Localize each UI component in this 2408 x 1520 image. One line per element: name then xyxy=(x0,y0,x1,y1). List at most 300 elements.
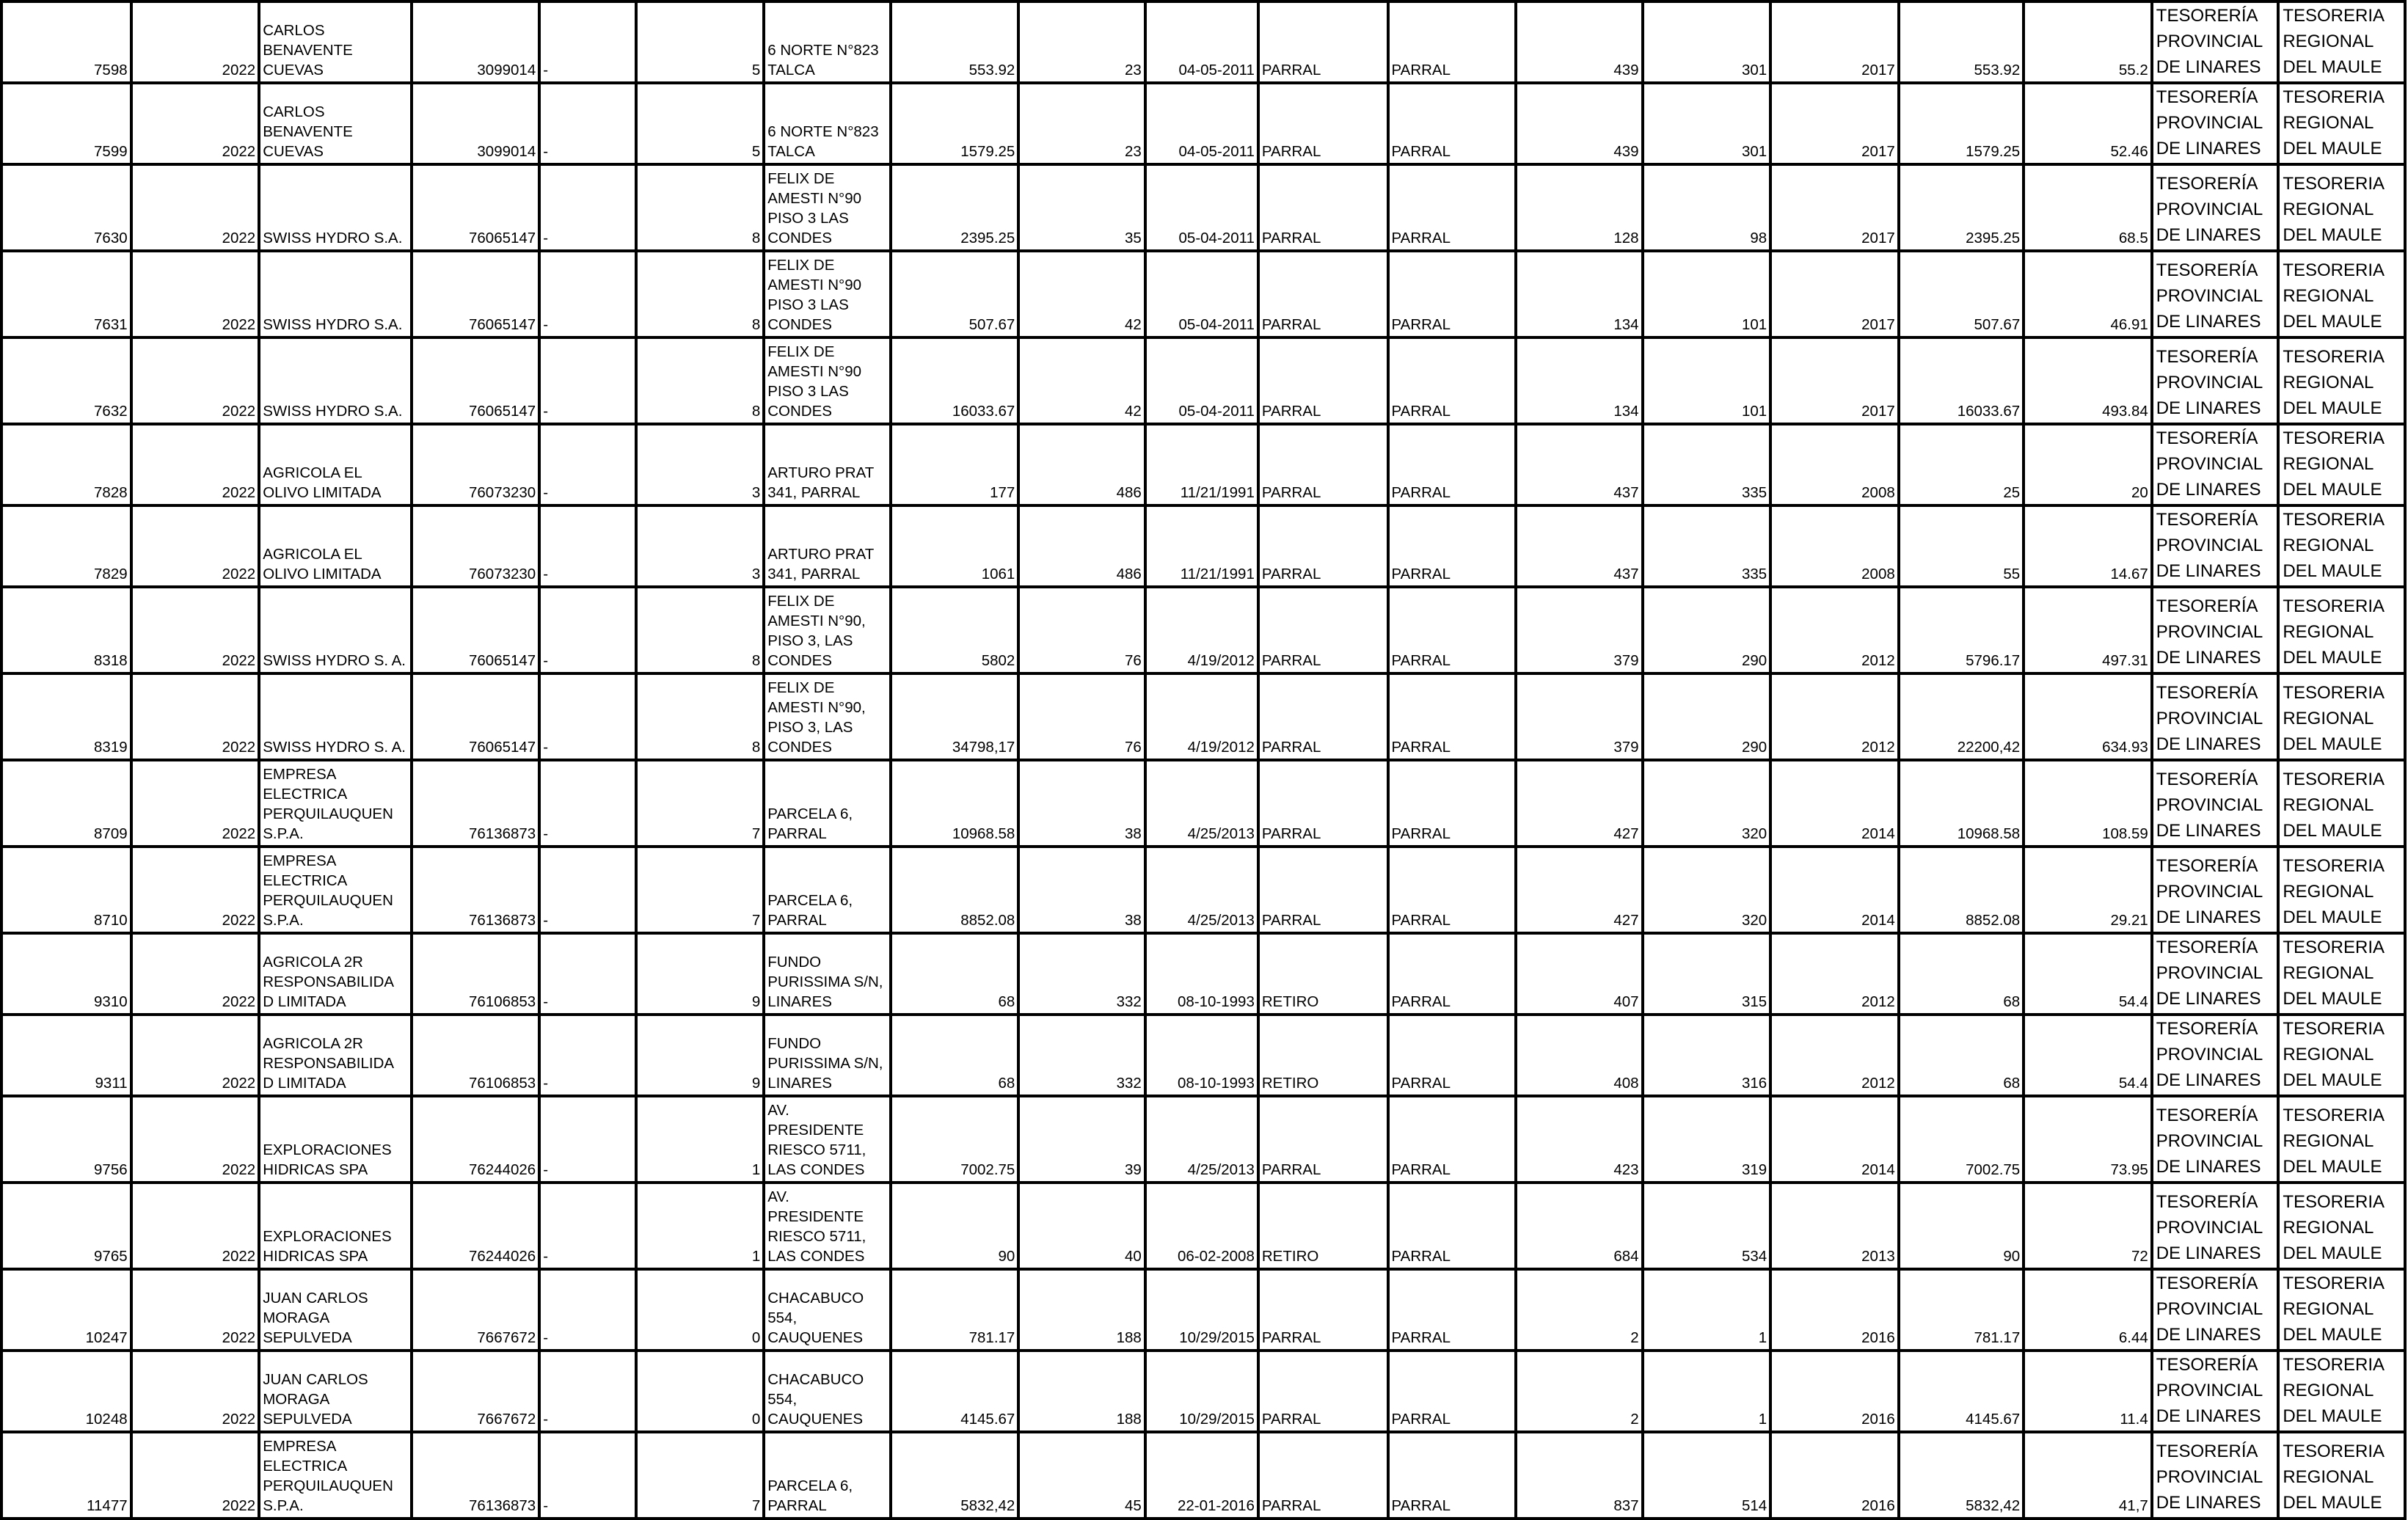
cell-id[interactable]: 7632 xyxy=(1,337,131,424)
cell-commune[interactable]: PARRAL xyxy=(1258,424,1388,505)
cell-date[interactable]: 4/19/2012 xyxy=(1145,587,1258,673)
cell-address[interactable]: CHACABUCO 554, CAUQUENES xyxy=(764,1351,891,1432)
cell-rut[interactable]: 76244026 xyxy=(412,1183,540,1269)
cell-amount-b[interactable]: 2395.25 xyxy=(1899,164,2024,251)
cell-number-b[interactable]: 301 xyxy=(1643,1,1771,83)
cell-quantity[interactable]: 45 xyxy=(1018,1432,1145,1519)
cell-address[interactable]: ARTURO PRAT 341, PARRAL xyxy=(764,505,891,587)
cell-year[interactable]: 2022 xyxy=(131,424,260,505)
cell-number-b[interactable]: 301 xyxy=(1643,83,1771,164)
cell-number-b[interactable]: 101 xyxy=(1643,337,1771,424)
cell-regional-office[interactable]: TESORERIA REGIONAL DEL MAULE xyxy=(2278,1,2405,83)
cell-quantity[interactable]: 332 xyxy=(1018,1015,1145,1096)
cell-year[interactable]: 2022 xyxy=(131,1015,260,1096)
cell-rut-separator[interactable]: - xyxy=(539,1015,635,1096)
cell-registry-year[interactable]: 2014 xyxy=(1770,847,1899,933)
cell-province-commune[interactable]: PARRAL xyxy=(1388,1183,1517,1269)
cell-year[interactable]: 2022 xyxy=(131,760,260,847)
cell-rut[interactable]: 76106853 xyxy=(412,933,540,1015)
cell-value[interactable]: 54.4 xyxy=(2024,933,2152,1015)
cell-number-b[interactable]: 335 xyxy=(1643,505,1771,587)
cell-commune[interactable]: RETIRO xyxy=(1258,1015,1388,1096)
cell-rut-separator[interactable]: - xyxy=(539,505,635,587)
cell-registry-year[interactable]: 2012 xyxy=(1770,933,1899,1015)
cell-commune[interactable]: PARRAL xyxy=(1258,251,1388,337)
cell-check-digit[interactable]: 8 xyxy=(636,337,765,424)
cell-number-b[interactable]: 514 xyxy=(1643,1432,1771,1519)
cell-number-a[interactable]: 407 xyxy=(1516,933,1643,1015)
cell-number-b[interactable]: 320 xyxy=(1643,760,1771,847)
cell-value[interactable]: 54.4 xyxy=(2024,1015,2152,1096)
cell-value[interactable]: 29.21 xyxy=(2024,847,2152,933)
cell-rut[interactable]: 7667672 xyxy=(412,1351,540,1432)
cell-commune[interactable]: PARRAL xyxy=(1258,587,1388,673)
cell-value[interactable]: 52.46 xyxy=(2024,83,2152,164)
cell-number-a[interactable]: 408 xyxy=(1516,1015,1643,1096)
cell-date[interactable]: 22-01-2016 xyxy=(1145,1432,1258,1519)
cell-check-digit[interactable]: 9 xyxy=(636,933,765,1015)
cell-rut-separator[interactable]: - xyxy=(539,1432,635,1519)
cell-id[interactable]: 8318 xyxy=(1,587,131,673)
cell-value[interactable]: 73.95 xyxy=(2024,1096,2152,1183)
cell-commune[interactable]: PARRAL xyxy=(1258,1096,1388,1183)
cell-registry-year[interactable]: 2017 xyxy=(1770,1,1899,83)
cell-holder-name[interactable]: EMPRESA ELECTRICA PERQUILAUQUEN S.P.A. xyxy=(259,1432,411,1519)
cell-value[interactable]: 68.5 xyxy=(2024,164,2152,251)
cell-amount[interactable]: 553.92 xyxy=(891,1,1019,83)
cell-registry-year[interactable]: 2012 xyxy=(1770,673,1899,760)
cell-registry-year[interactable]: 2017 xyxy=(1770,251,1899,337)
cell-province-commune[interactable]: PARRAL xyxy=(1388,847,1517,933)
cell-id[interactable]: 11477 xyxy=(1,1432,131,1519)
cell-number-a[interactable]: 437 xyxy=(1516,424,1643,505)
cell-year[interactable]: 2022 xyxy=(131,847,260,933)
cell-date[interactable]: 4/25/2013 xyxy=(1145,847,1258,933)
cell-quantity[interactable]: 188 xyxy=(1018,1269,1145,1351)
cell-date[interactable]: 05-04-2011 xyxy=(1145,251,1258,337)
cell-rut[interactable]: 76073230 xyxy=(412,505,540,587)
cell-provincial-office[interactable]: TESORERÍA PROVINCIAL DE LINARES xyxy=(2152,933,2279,1015)
cell-registry-year[interactable]: 2014 xyxy=(1770,760,1899,847)
cell-number-b[interactable]: 290 xyxy=(1643,673,1771,760)
cell-provincial-office[interactable]: TESORERÍA PROVINCIAL DE LINARES xyxy=(2152,337,2279,424)
cell-year[interactable]: 2022 xyxy=(131,933,260,1015)
cell-amount-b[interactable]: 553.92 xyxy=(1899,1,2024,83)
cell-regional-office[interactable]: TESORERIA REGIONAL DEL MAULE xyxy=(2278,164,2405,251)
cell-value[interactable]: 493.84 xyxy=(2024,337,2152,424)
cell-number-b[interactable]: 534 xyxy=(1643,1183,1771,1269)
cell-check-digit[interactable]: 8 xyxy=(636,164,765,251)
cell-rut[interactable]: 76073230 xyxy=(412,424,540,505)
cell-check-digit[interactable]: 1 xyxy=(636,1096,765,1183)
cell-rut[interactable]: 76136873 xyxy=(412,760,540,847)
cell-amount[interactable]: 90 xyxy=(891,1183,1019,1269)
cell-amount-b[interactable]: 25 xyxy=(1899,424,2024,505)
cell-regional-office[interactable]: TESORERIA REGIONAL DEL MAULE xyxy=(2278,847,2405,933)
cell-value[interactable]: 41,7 xyxy=(2024,1432,2152,1519)
cell-amount[interactable]: 5802 xyxy=(891,587,1019,673)
cell-address[interactable]: PARCELA 6, PARRAL xyxy=(764,760,891,847)
cell-address[interactable]: ARTURO PRAT 341, PARRAL xyxy=(764,424,891,505)
cell-quantity[interactable]: 38 xyxy=(1018,760,1145,847)
cell-amount[interactable]: 507.67 xyxy=(891,251,1019,337)
cell-number-a[interactable]: 437 xyxy=(1516,505,1643,587)
cell-value[interactable]: 46.91 xyxy=(2024,251,2152,337)
cell-amount[interactable]: 781.17 xyxy=(891,1269,1019,1351)
cell-number-b[interactable]: 320 xyxy=(1643,847,1771,933)
cell-amount[interactable]: 68 xyxy=(891,1015,1019,1096)
cell-number-a[interactable]: 128 xyxy=(1516,164,1643,251)
cell-amount[interactable]: 68 xyxy=(891,933,1019,1015)
cell-value[interactable]: 14.67 xyxy=(2024,505,2152,587)
cell-quantity[interactable]: 35 xyxy=(1018,164,1145,251)
cell-province-commune[interactable]: PARRAL xyxy=(1388,1351,1517,1432)
cell-provincial-office[interactable]: TESORERÍA PROVINCIAL DE LINARES xyxy=(2152,1269,2279,1351)
cell-amount[interactable]: 8852.08 xyxy=(891,847,1019,933)
cell-amount[interactable]: 2395.25 xyxy=(891,164,1019,251)
cell-holder-name[interactable]: AGRICOLA EL OLIVO LIMITADA xyxy=(259,505,411,587)
cell-number-b[interactable]: 316 xyxy=(1643,1015,1771,1096)
cell-id[interactable]: 9765 xyxy=(1,1183,131,1269)
cell-rut-separator[interactable]: - xyxy=(539,164,635,251)
cell-holder-name[interactable]: EMPRESA ELECTRICA PERQUILAUQUEN S.P.A. xyxy=(259,760,411,847)
cell-regional-office[interactable]: TESORERIA REGIONAL DEL MAULE xyxy=(2278,251,2405,337)
cell-id[interactable]: 9310 xyxy=(1,933,131,1015)
cell-number-b[interactable]: 98 xyxy=(1643,164,1771,251)
cell-registry-year[interactable]: 2016 xyxy=(1770,1432,1899,1519)
cell-quantity[interactable]: 42 xyxy=(1018,337,1145,424)
cell-commune[interactable]: PARRAL xyxy=(1258,673,1388,760)
cell-regional-office[interactable]: TESORERIA REGIONAL DEL MAULE xyxy=(2278,337,2405,424)
cell-provincial-office[interactable]: TESORERÍA PROVINCIAL DE LINARES xyxy=(2152,1015,2279,1096)
cell-number-a[interactable]: 2 xyxy=(1516,1351,1643,1432)
cell-date[interactable]: 05-04-2011 xyxy=(1145,337,1258,424)
cell-number-a[interactable]: 427 xyxy=(1516,760,1643,847)
cell-registry-year[interactable]: 2012 xyxy=(1770,1015,1899,1096)
cell-quantity[interactable]: 486 xyxy=(1018,505,1145,587)
cell-check-digit[interactable]: 1 xyxy=(636,1183,765,1269)
cell-amount-b[interactable]: 781.17 xyxy=(1899,1269,2024,1351)
cell-amount-b[interactable]: 8852.08 xyxy=(1899,847,2024,933)
cell-date[interactable]: 4/25/2013 xyxy=(1145,760,1258,847)
cell-year[interactable]: 2022 xyxy=(131,1183,260,1269)
cell-quantity[interactable]: 76 xyxy=(1018,587,1145,673)
cell-check-digit[interactable]: 5 xyxy=(636,1,765,83)
cell-amount-b[interactable]: 1579.25 xyxy=(1899,83,2024,164)
cell-id[interactable]: 9311 xyxy=(1,1015,131,1096)
cell-regional-office[interactable]: TESORERIA REGIONAL DEL MAULE xyxy=(2278,1432,2405,1519)
cell-id[interactable]: 7829 xyxy=(1,505,131,587)
cell-commune[interactable]: PARRAL xyxy=(1258,337,1388,424)
cell-address[interactable]: AV. PRESIDENTE RIESCO 5711, LAS CONDES xyxy=(764,1096,891,1183)
cell-year[interactable]: 2022 xyxy=(131,1269,260,1351)
cell-id[interactable]: 7599 xyxy=(1,83,131,164)
cell-amount-b[interactable]: 68 xyxy=(1899,933,2024,1015)
cell-value[interactable]: 20 xyxy=(2024,424,2152,505)
cell-year[interactable]: 2022 xyxy=(131,251,260,337)
cell-number-b[interactable]: 1 xyxy=(1643,1269,1771,1351)
cell-rut[interactable]: 76106853 xyxy=(412,1015,540,1096)
cell-date[interactable]: 05-04-2011 xyxy=(1145,164,1258,251)
cell-province-commune[interactable]: PARRAL xyxy=(1388,424,1517,505)
cell-amount[interactable]: 1579.25 xyxy=(891,83,1019,164)
cell-province-commune[interactable]: PARRAL xyxy=(1388,337,1517,424)
cell-province-commune[interactable]: PARRAL xyxy=(1388,1096,1517,1183)
cell-provincial-office[interactable]: TESORERÍA PROVINCIAL DE LINARES xyxy=(2152,760,2279,847)
cell-check-digit[interactable]: 7 xyxy=(636,1432,765,1519)
cell-rut[interactable]: 76136873 xyxy=(412,1432,540,1519)
cell-amount-b[interactable]: 90 xyxy=(1899,1183,2024,1269)
cell-rut-separator[interactable]: - xyxy=(539,1351,635,1432)
cell-holder-name[interactable]: CARLOS BENAVENTE CUEVAS xyxy=(259,1,411,83)
cell-regional-office[interactable]: TESORERIA REGIONAL DEL MAULE xyxy=(2278,933,2405,1015)
cell-check-digit[interactable]: 8 xyxy=(636,251,765,337)
cell-year[interactable]: 2022 xyxy=(131,83,260,164)
cell-holder-name[interactable]: SWISS HYDRO S.A. xyxy=(259,337,411,424)
cell-check-digit[interactable]: 3 xyxy=(636,424,765,505)
cell-amount[interactable]: 177 xyxy=(891,424,1019,505)
cell-quantity[interactable]: 39 xyxy=(1018,1096,1145,1183)
cell-check-digit[interactable]: 5 xyxy=(636,83,765,164)
cell-rut-separator[interactable]: - xyxy=(539,1183,635,1269)
cell-id[interactable]: 7631 xyxy=(1,251,131,337)
cell-id[interactable]: 8709 xyxy=(1,760,131,847)
cell-year[interactable]: 2022 xyxy=(131,673,260,760)
cell-rut-separator[interactable]: - xyxy=(539,587,635,673)
cell-registry-year[interactable]: 2017 xyxy=(1770,337,1899,424)
cell-date[interactable]: 11/21/1991 xyxy=(1145,424,1258,505)
cell-registry-year[interactable]: 2016 xyxy=(1770,1351,1899,1432)
cell-commune[interactable]: PARRAL xyxy=(1258,760,1388,847)
cell-registry-year[interactable]: 2008 xyxy=(1770,505,1899,587)
cell-amount-b[interactable]: 22200,42 xyxy=(1899,673,2024,760)
cell-address[interactable]: FELIX DE AMESTI N°90 PISO 3 LAS CONDES xyxy=(764,164,891,251)
cell-check-digit[interactable]: 0 xyxy=(636,1351,765,1432)
cell-rut[interactable]: 76136873 xyxy=(412,847,540,933)
cell-provincial-office[interactable]: TESORERÍA PROVINCIAL DE LINARES xyxy=(2152,424,2279,505)
cell-regional-office[interactable]: TESORERIA REGIONAL DEL MAULE xyxy=(2278,760,2405,847)
cell-province-commune[interactable]: PARRAL xyxy=(1388,1269,1517,1351)
cell-id[interactable]: 10248 xyxy=(1,1351,131,1432)
cell-province-commune[interactable]: PARRAL xyxy=(1388,505,1517,587)
cell-value[interactable]: 55.2 xyxy=(2024,1,2152,83)
cell-check-digit[interactable]: 3 xyxy=(636,505,765,587)
cell-amount-b[interactable]: 5796.17 xyxy=(1899,587,2024,673)
cell-number-a[interactable]: 439 xyxy=(1516,83,1643,164)
cell-registry-year[interactable]: 2013 xyxy=(1770,1183,1899,1269)
cell-number-a[interactable]: 684 xyxy=(1516,1183,1643,1269)
cell-rut-separator[interactable]: - xyxy=(539,760,635,847)
cell-rut[interactable]: 76065147 xyxy=(412,337,540,424)
cell-date[interactable]: 4/25/2013 xyxy=(1145,1096,1258,1183)
cell-commune[interactable]: PARRAL xyxy=(1258,83,1388,164)
cell-rut-separator[interactable]: - xyxy=(539,1269,635,1351)
cell-value[interactable]: 6.44 xyxy=(2024,1269,2152,1351)
cell-check-digit[interactable]: 8 xyxy=(636,587,765,673)
cell-number-a[interactable]: 423 xyxy=(1516,1096,1643,1183)
cell-province-commune[interactable]: PARRAL xyxy=(1388,933,1517,1015)
cell-rut-separator[interactable]: - xyxy=(539,83,635,164)
cell-year[interactable]: 2022 xyxy=(131,1351,260,1432)
cell-number-b[interactable]: 315 xyxy=(1643,933,1771,1015)
cell-province-commune[interactable]: PARRAL xyxy=(1388,1,1517,83)
cell-year[interactable]: 2022 xyxy=(131,164,260,251)
cell-regional-office[interactable]: TESORERIA REGIONAL DEL MAULE xyxy=(2278,1096,2405,1183)
cell-commune[interactable]: PARRAL xyxy=(1258,1,1388,83)
cell-regional-office[interactable]: TESORERIA REGIONAL DEL MAULE xyxy=(2278,673,2405,760)
cell-province-commune[interactable]: PARRAL xyxy=(1388,1015,1517,1096)
cell-date[interactable]: 04-05-2011 xyxy=(1145,1,1258,83)
cell-holder-name[interactable]: SWISS HYDRO S.A. xyxy=(259,164,411,251)
cell-number-a[interactable]: 379 xyxy=(1516,587,1643,673)
cell-number-b[interactable]: 1 xyxy=(1643,1351,1771,1432)
cell-id[interactable]: 7598 xyxy=(1,1,131,83)
cell-year[interactable]: 2022 xyxy=(131,587,260,673)
cell-registry-year[interactable]: 2016 xyxy=(1770,1269,1899,1351)
cell-commune[interactable]: PARRAL xyxy=(1258,1269,1388,1351)
cell-commune[interactable]: RETIRO xyxy=(1258,1183,1388,1269)
cell-rut-separator[interactable]: - xyxy=(539,337,635,424)
cell-address[interactable]: PARCELA 6, PARRAL xyxy=(764,1432,891,1519)
cell-regional-office[interactable]: TESORERIA REGIONAL DEL MAULE xyxy=(2278,1183,2405,1269)
cell-quantity[interactable]: 38 xyxy=(1018,847,1145,933)
cell-number-b[interactable]: 101 xyxy=(1643,251,1771,337)
cell-address[interactable]: FUNDO PURISSIMA S/N, LINARES xyxy=(764,933,891,1015)
cell-number-a[interactable]: 837 xyxy=(1516,1432,1643,1519)
cell-provincial-office[interactable]: TESORERÍA PROVINCIAL DE LINARES xyxy=(2152,1096,2279,1183)
cell-year[interactable]: 2022 xyxy=(131,1432,260,1519)
cell-amount-b[interactable]: 5832,42 xyxy=(1899,1432,2024,1519)
cell-holder-name[interactable]: CARLOS BENAVENTE CUEVAS xyxy=(259,83,411,164)
cell-province-commune[interactable]: PARRAL xyxy=(1388,1432,1517,1519)
cell-address[interactable]: FUNDO PURISSIMA S/N, LINARES xyxy=(764,1015,891,1096)
cell-province-commune[interactable]: PARRAL xyxy=(1388,673,1517,760)
cell-date[interactable]: 10/29/2015 xyxy=(1145,1269,1258,1351)
cell-rut-separator[interactable]: - xyxy=(539,1,635,83)
cell-id[interactable]: 10247 xyxy=(1,1269,131,1351)
cell-amount-b[interactable]: 7002.75 xyxy=(1899,1096,2024,1183)
cell-year[interactable]: 2022 xyxy=(131,1096,260,1183)
cell-rut-separator[interactable]: - xyxy=(539,847,635,933)
cell-value[interactable]: 72 xyxy=(2024,1183,2152,1269)
cell-quantity[interactable]: 76 xyxy=(1018,673,1145,760)
cell-value[interactable]: 11.4 xyxy=(2024,1351,2152,1432)
cell-commune[interactable]: PARRAL xyxy=(1258,1432,1388,1519)
cell-rut-separator[interactable]: - xyxy=(539,251,635,337)
cell-year[interactable]: 2022 xyxy=(131,1,260,83)
cell-amount-b[interactable]: 10968.58 xyxy=(1899,760,2024,847)
cell-province-commune[interactable]: PARRAL xyxy=(1388,587,1517,673)
cell-number-b[interactable]: 290 xyxy=(1643,587,1771,673)
cell-rut-separator[interactable]: - xyxy=(539,933,635,1015)
cell-commune[interactable]: PARRAL xyxy=(1258,164,1388,251)
cell-amount[interactable]: 16033.67 xyxy=(891,337,1019,424)
cell-rut[interactable]: 3099014 xyxy=(412,1,540,83)
cell-id[interactable]: 8319 xyxy=(1,673,131,760)
cell-holder-name[interactable]: SWISS HYDRO S. A. xyxy=(259,587,411,673)
cell-province-commune[interactable]: PARRAL xyxy=(1388,760,1517,847)
cell-provincial-office[interactable]: TESORERÍA PROVINCIAL DE LINARES xyxy=(2152,847,2279,933)
cell-holder-name[interactable]: AGRICOLA 2R RESPONSABILIDA D LIMITADA xyxy=(259,1015,411,1096)
cell-registry-year[interactable]: 2008 xyxy=(1770,424,1899,505)
cell-value[interactable]: 634.93 xyxy=(2024,673,2152,760)
cell-amount-b[interactable]: 507.67 xyxy=(1899,251,2024,337)
cell-provincial-office[interactable]: TESORERÍA PROVINCIAL DE LINARES xyxy=(2152,164,2279,251)
cell-provincial-office[interactable]: TESORERÍA PROVINCIAL DE LINARES xyxy=(2152,1,2279,83)
cell-amount-b[interactable]: 68 xyxy=(1899,1015,2024,1096)
cell-address[interactable]: FELIX DE AMESTI N°90, PISO 3, LAS CONDES xyxy=(764,587,891,673)
cell-regional-office[interactable]: TESORERIA REGIONAL DEL MAULE xyxy=(2278,505,2405,587)
cell-rut[interactable]: 76244026 xyxy=(412,1096,540,1183)
cell-province-commune[interactable]: PARRAL xyxy=(1388,251,1517,337)
cell-holder-name[interactable]: JUAN CARLOS MORAGA SEPULVEDA xyxy=(259,1351,411,1432)
cell-address[interactable]: AV. PRESIDENTE RIESCO 5711, LAS CONDES xyxy=(764,1183,891,1269)
cell-provincial-office[interactable]: TESORERÍA PROVINCIAL DE LINARES xyxy=(2152,1432,2279,1519)
cell-number-a[interactable]: 439 xyxy=(1516,1,1643,83)
cell-rut-separator[interactable]: - xyxy=(539,673,635,760)
cell-number-a[interactable]: 134 xyxy=(1516,337,1643,424)
cell-value[interactable]: 108.59 xyxy=(2024,760,2152,847)
cell-address[interactable]: 6 NORTE N°823 TALCA xyxy=(764,1,891,83)
cell-registry-year[interactable]: 2017 xyxy=(1770,83,1899,164)
cell-regional-office[interactable]: TESORERIA REGIONAL DEL MAULE xyxy=(2278,1351,2405,1432)
cell-address[interactable]: PARCELA 6, PARRAL xyxy=(764,847,891,933)
cell-amount[interactable]: 10968.58 xyxy=(891,760,1019,847)
cell-amount[interactable]: 4145.67 xyxy=(891,1351,1019,1432)
cell-provincial-office[interactable]: TESORERÍA PROVINCIAL DE LINARES xyxy=(2152,1183,2279,1269)
cell-number-b[interactable]: 319 xyxy=(1643,1096,1771,1183)
cell-holder-name[interactable]: SWISS HYDRO S.A. xyxy=(259,251,411,337)
cell-check-digit[interactable]: 7 xyxy=(636,847,765,933)
cell-date[interactable]: 08-10-1993 xyxy=(1145,1015,1258,1096)
cell-regional-office[interactable]: TESORERIA REGIONAL DEL MAULE xyxy=(2278,83,2405,164)
cell-rut[interactable]: 76065147 xyxy=(412,587,540,673)
cell-check-digit[interactable]: 0 xyxy=(636,1269,765,1351)
cell-address[interactable]: FELIX DE AMESTI N°90 PISO 3 LAS CONDES xyxy=(764,337,891,424)
cell-holder-name[interactable]: AGRICOLA 2R RESPONSABILIDA D LIMITADA xyxy=(259,933,411,1015)
cell-quantity[interactable]: 23 xyxy=(1018,83,1145,164)
cell-check-digit[interactable]: 7 xyxy=(636,760,765,847)
cell-amount[interactable]: 34798,17 xyxy=(891,673,1019,760)
cell-quantity[interactable]: 486 xyxy=(1018,424,1145,505)
cell-id[interactable]: 7828 xyxy=(1,424,131,505)
cell-number-a[interactable]: 134 xyxy=(1516,251,1643,337)
cell-provincial-office[interactable]: TESORERÍA PROVINCIAL DE LINARES xyxy=(2152,505,2279,587)
cell-number-a[interactable]: 427 xyxy=(1516,847,1643,933)
cell-amount[interactable]: 7002.75 xyxy=(891,1096,1019,1183)
cell-regional-office[interactable]: TESORERIA REGIONAL DEL MAULE xyxy=(2278,424,2405,505)
cell-provincial-office[interactable]: TESORERÍA PROVINCIAL DE LINARES xyxy=(2152,1351,2279,1432)
cell-holder-name[interactable]: EXPLORACIONES HIDRICAS SPA xyxy=(259,1183,411,1269)
cell-commune[interactable]: PARRAL xyxy=(1258,505,1388,587)
cell-id[interactable]: 8710 xyxy=(1,847,131,933)
cell-date[interactable]: 08-10-1993 xyxy=(1145,933,1258,1015)
cell-quantity[interactable]: 188 xyxy=(1018,1351,1145,1432)
cell-check-digit[interactable]: 9 xyxy=(636,1015,765,1096)
cell-date[interactable]: 06-02-2008 xyxy=(1145,1183,1258,1269)
cell-rut[interactable]: 76065147 xyxy=(412,673,540,760)
cell-province-commune[interactable]: PARRAL xyxy=(1388,164,1517,251)
cell-date[interactable]: 11/21/1991 xyxy=(1145,505,1258,587)
cell-year[interactable]: 2022 xyxy=(131,337,260,424)
cell-quantity[interactable]: 40 xyxy=(1018,1183,1145,1269)
cell-amount-b[interactable]: 4145.67 xyxy=(1899,1351,2024,1432)
cell-commune[interactable]: PARRAL xyxy=(1258,1351,1388,1432)
cell-id[interactable]: 9756 xyxy=(1,1096,131,1183)
cell-check-digit[interactable]: 8 xyxy=(636,673,765,760)
cell-rut[interactable]: 3099014 xyxy=(412,83,540,164)
cell-regional-office[interactable]: TESORERIA REGIONAL DEL MAULE xyxy=(2278,1015,2405,1096)
